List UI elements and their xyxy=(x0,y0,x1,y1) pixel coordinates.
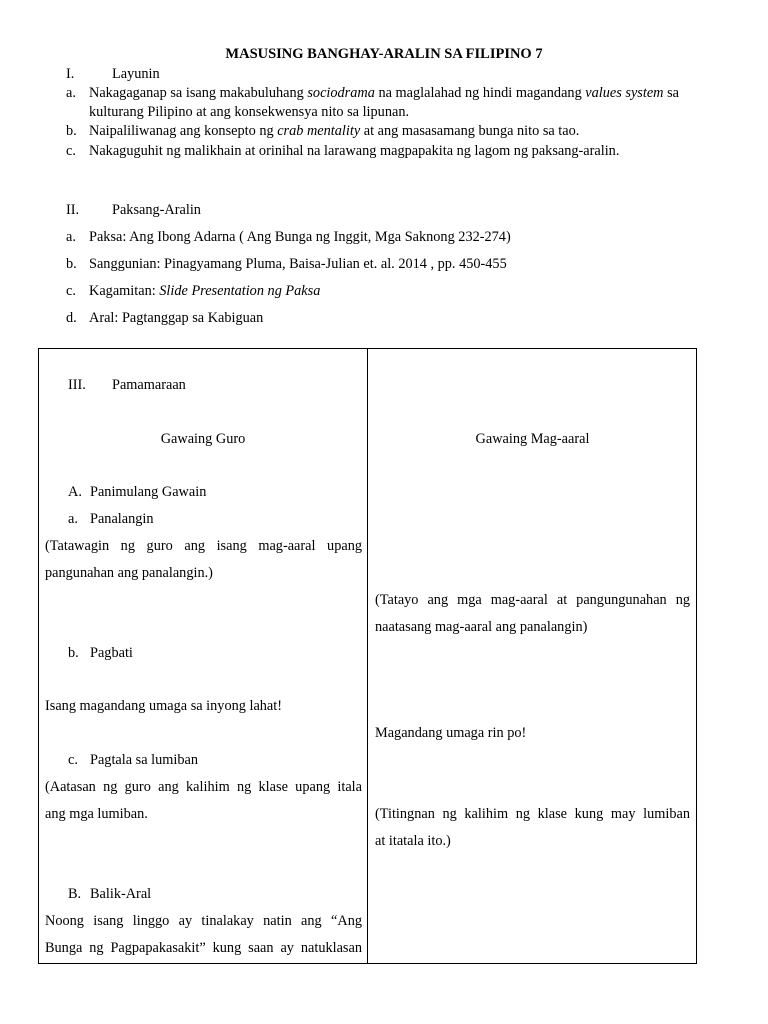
balik-aral-guro-line1: Noong isang linggo ay tinalakay natin ang “Ang xyxy=(45,913,362,929)
pagbati-mag: Magandang umaga rin po! xyxy=(375,725,527,741)
subject-materials: Kagamitan: Slide Presentation ng Paksa xyxy=(89,283,321,299)
objective-a-line1: Nakagaganap sa isang makabuluhang sociodrama na maglalahad ng hindi magandang values system sa xyxy=(89,85,679,101)
section-3-heading: Pamamaraan xyxy=(112,377,186,393)
part-a-label: Panimulang Gawain xyxy=(90,484,207,500)
objective-b-marker: b. xyxy=(66,123,77,139)
panalangin-label: Panalangin xyxy=(90,511,154,527)
pagbati-guro: Isang magandang umaga sa inyong lahat! xyxy=(45,698,283,714)
subject-lesson: Aral: Pagtanggap sa Kabiguan xyxy=(89,310,264,326)
section-3-numeral: III. xyxy=(68,377,86,393)
part-b-marker: B. xyxy=(68,886,82,902)
subject-b-marker: b. xyxy=(66,256,77,272)
subject-a-marker: a. xyxy=(66,229,76,245)
subject-reference: Sanggunian: Pinagyamang Pluma, Baisa-Julian et. al. 2014 , pp. 450-455 xyxy=(89,256,507,272)
pagbati-marker: b. xyxy=(68,645,79,661)
panalangin-guro-line1: (Tatawagin ng guro ang isang mag-aaral upang xyxy=(45,538,362,554)
pagtala-mag-line1: (Titingnan ng kalihim ng klase kung may lumiban xyxy=(375,806,690,822)
section-1-numeral: I. xyxy=(66,66,75,82)
pagtala-label: Pagtala sa lumiban xyxy=(90,752,198,768)
objective-a-marker: a. xyxy=(66,85,76,101)
subject-topic: Paksa: Ang Ibong Adarna ( Ang Bunga ng Inggit, Mga Saknong 232-274) xyxy=(89,229,511,245)
panalangin-mag-line1: (Tatayo ang mga mag-aaral at pangungunahan ng xyxy=(375,592,690,608)
objective-c-marker: c. xyxy=(66,143,76,159)
panalangin-guro-line2: pangunahan ang panalangin.) xyxy=(45,565,213,581)
section-2-heading: Paksang-Aralin xyxy=(112,202,201,218)
pagtala-guro-line1: (Aatasan ng guro ang kalihim ng klase upang itala xyxy=(45,779,362,795)
subject-c-marker: c. xyxy=(66,283,76,299)
column-header-guro: Gawaing Guro xyxy=(160,431,246,447)
section-1-heading: Layunin xyxy=(112,66,160,82)
part-a-marker: A. xyxy=(68,484,82,500)
panalangin-mag-line2: naatasang mag-aaral ang panalangin) xyxy=(375,619,588,635)
balik-aral-guro-line2: Bunga ng Pagpapakasakit” kung saan ay natuklasan xyxy=(45,940,362,956)
panalangin-marker: a. xyxy=(68,511,78,527)
objective-c-text: Nakaguguhit ng malikhain at orinihal na larawang magpapakita ng lagom ng paksang-aralin. xyxy=(89,143,620,159)
subject-d-marker: d. xyxy=(66,310,77,326)
pagtala-guro-line2: ang mga lumiban. xyxy=(45,806,148,822)
pagtala-mag-line2: at itatala ito.) xyxy=(375,833,451,849)
pagbati-label: Pagbati xyxy=(90,645,133,661)
part-b-label: Balik-Aral xyxy=(90,886,152,902)
section-2-numeral: II. xyxy=(66,202,80,218)
pagtala-marker: c. xyxy=(68,752,78,768)
objective-b-text: Naipaliliwanag ang konsepto ng crab mentality at ang masasamang bunga nito sa tao. xyxy=(89,123,580,139)
column-header-mag-aaral: Gawaing Mag-aaral xyxy=(475,431,590,447)
document-title: MASUSING BANGHAY-ARALIN SA FILIPINO 7 xyxy=(225,46,543,62)
objective-a-line2: kulturang Pilipino at ang konsekwensya nito sa lipunan. xyxy=(89,104,410,120)
